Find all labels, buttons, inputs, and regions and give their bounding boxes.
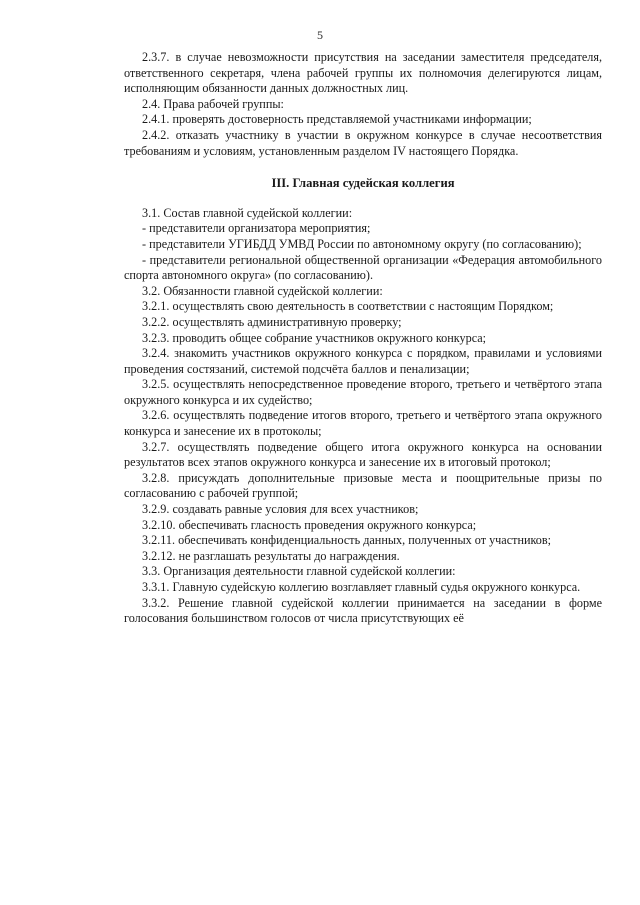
paragraph-3-2-1: 3.2.1. осуществлять свою деятельность в соответствии с настоящим Порядком;: [142, 299, 554, 314]
paragraph-3-2-7: 3.2.7. осуществлять подведение общего итога окружного конкурса на основании результатов всех этапов окружного конкурса и занесение их в итоговый протокол;: [124, 439, 602, 470]
list-item-ugibdd: - представители УГИБДД УМВД России по автономному округу (по согласованию);: [142, 236, 582, 251]
paragraph-3-2-5: 3.2.5. осуществлять непосредственное проведение второго, третьего и четвёртого этапа окружного конкурса и их судейство;: [124, 377, 602, 407]
paragraph-2-4-2: 2.4.2. отказать участнику в участии в окружном конкурсе в случае несоответствия требованиям и условиям, установленным разделом IV настоящего Порядка.: [124, 127, 602, 158]
paragraph-3-2-10: 3.2.10. обеспечивать гласность проведения окружного конкурса;: [142, 517, 477, 532]
paragraph-3-2-9: 3.2.9. создавать равные условия для всех участников;: [142, 502, 419, 517]
paragraph-3-1: 3.1. Состав главной судейской коллегии:: [142, 205, 353, 220]
paragraph-3-2-8: 3.2.8. присуждать дополнительные призовые места и поощрительные призы по согласованию с рабочей группой;: [124, 470, 602, 501]
paragraph-3-2-12: 3.2.12. не разглашать результаты до награждения.: [142, 548, 400, 563]
paragraph-3-2-6: 3.2.6. осуществлять подведение итогов второго, третьего и четвёртого этапа окружного конкурса и занесение их в протоколы;: [124, 408, 602, 439]
page-number: 5: [317, 28, 323, 42]
document-body: [124, 50, 602, 627]
section-title: III. Главная судейская коллегия: [271, 176, 455, 191]
paragraph-3-2-4: 3.2.4. знакомить участников окружного конкурса с порядком, правилами и условиями проведения состязаний, системой подсчёта баллов и пенализации;: [124, 346, 602, 376]
paragraph-3-3: 3.3. Организация деятельности главной судейской коллегии:: [142, 564, 456, 579]
paragraph-3-2-11: 3.2.11. обеспечивать конфиденциальность данных, полученных от участников;: [142, 533, 552, 548]
paragraph-3-2: 3.2. Обязанности главной судейской коллегии:: [142, 283, 383, 298]
paragraph-3-2-3: 3.2.3. проводить общее собрание участников окружного конкурса;: [142, 330, 487, 345]
list-item-federation: - представители региональной общественной организации «Федерация автомобильного спорта автономного округа» (по согласованию).: [124, 252, 602, 283]
paragraph-3-2-2: 3.2.2. осуществлять административную проверку;: [142, 314, 402, 329]
paragraph-2-4-1: 2.4.1. проверять достоверность представляемой участниками информации;: [142, 112, 532, 127]
paragraph-3-3-2: 3.3.2. Решение главной судейской коллегии принимается на заседании в форме голосования большинством голосов от числа присутствующих её: [124, 595, 602, 626]
paragraph-2-4: 2.4. Права рабочей группы:: [142, 96, 284, 111]
list-item-organizer: - представители организатора мероприятия;: [142, 221, 371, 236]
paragraph-2-3-7: 2.3.7. в случае невозможности присутствия на заседании заместителя председателя, ответственного секретаря, члена рабочей группы их полномочия делегируются лицам, исполняющим обязанности данных должностных лиц.: [124, 50, 602, 96]
document-page: [124, 28, 602, 627]
paragraph-3-3-1: 3.3.1. Главную судейскую коллегию возглавляет главный судья окружного конкурса.: [142, 580, 581, 594]
